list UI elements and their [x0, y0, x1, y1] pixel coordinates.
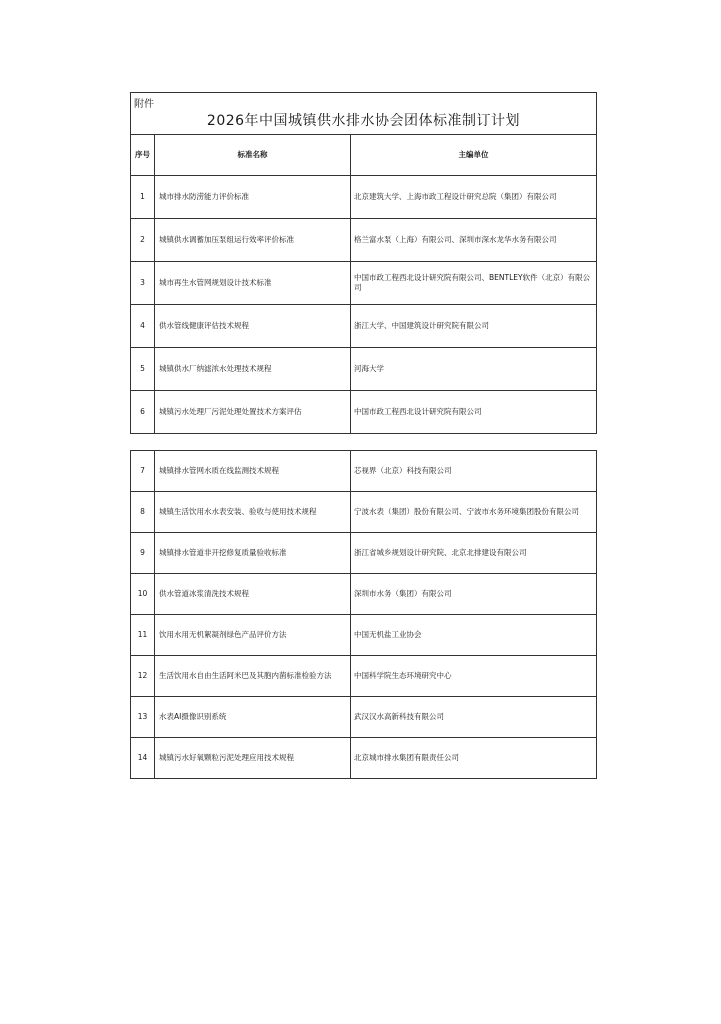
editor-org: 浙江大学、中国建筑设计研究院有限公司 [354, 321, 489, 330]
standard-name: 城市再生水管网规划设计技术标准 [155, 262, 351, 304]
editor-org: 中国无机盐工业协会 [354, 630, 422, 639]
table-row [131, 492, 596, 533]
document-header [131, 93, 596, 135]
standard-name: 饮用水用无机絮凝剂绿色产品评价方法 [155, 615, 351, 655]
standard-name: 城镇污水处理厂污泥处理处置技术方案评估 [155, 391, 351, 433]
table-row [131, 533, 596, 574]
standard-name: 供水管道冰浆清洗技术规程 [155, 574, 351, 614]
document-title: 2026年中国城镇供水排水协会团体标准制订计划 [206, 113, 521, 129]
editor-org: 宁波水表（集团）股份有限公司、宁波市水务环境集团股份有限公司 [354, 507, 579, 516]
table-row [131, 656, 596, 697]
standard-name: 城镇生活饮用水水表安装、验收与使用技术规程 [155, 492, 351, 532]
standards-table-part1 [130, 92, 597, 434]
table-row [131, 451, 596, 492]
standards-table-part2 [130, 450, 597, 779]
editor-org: 河海大学 [354, 364, 384, 373]
standard-name: 城镇排水管道非开挖修复质量验收标准 [155, 533, 351, 573]
editor-org: 中国市政工程西北设计研究院有限公司、BENTLEY软件（北京）有限公司 [354, 273, 591, 292]
standard-name: 城镇排水管网水质在线监测技术规程 [155, 451, 351, 491]
row-no: 8 [131, 492, 155, 532]
standard-name: 城镇供水厂纳滤浓水处理技术规程 [155, 348, 351, 390]
standard-name: 水表AI摄像识别系统 [155, 697, 351, 737]
row-no: 1 [131, 176, 155, 218]
column-header-no: 序号 [131, 135, 155, 175]
standard-name: 城镇污水好氧颗粒污泥处理应用技术规程 [155, 738, 351, 778]
table-row [131, 391, 596, 433]
table-row [131, 176, 596, 219]
row-no: 6 [131, 391, 155, 433]
row-no: 4 [131, 305, 155, 347]
editor-org: 中国市政工程西北设计研究院有限公司 [354, 407, 482, 416]
table-row [131, 738, 596, 778]
table-row [131, 615, 596, 656]
table-header-row [131, 135, 596, 176]
row-no: 10 [131, 574, 155, 614]
row-no: 11 [131, 615, 155, 655]
editor-org: 浙江省城乡规划设计研究院、北京北排建设有限公司 [354, 548, 527, 557]
table-row [131, 262, 596, 305]
standard-name: 城镇供水调蓄加压泵组运行效率评价标准 [155, 219, 351, 261]
table-row [131, 305, 596, 348]
editor-org: 格兰富水泵（上海）有限公司、深圳市深水龙华水务有限公司 [354, 235, 557, 244]
table-row [131, 348, 596, 391]
row-no: 13 [131, 697, 155, 737]
table-row [131, 574, 596, 615]
row-no: 5 [131, 348, 155, 390]
editor-org: 武汉汉水高新科技有限公司 [354, 712, 444, 721]
row-no: 3 [131, 262, 155, 304]
row-no: 2 [131, 219, 155, 261]
standard-name: 城市排水防涝能力评价标准 [155, 176, 351, 218]
table-row [131, 697, 596, 738]
editor-org: 中国科学院生态环境研究中心 [354, 671, 452, 680]
column-header-name: 标准名称 [155, 135, 351, 175]
attachment-label: 附件 [134, 99, 154, 110]
editor-org: 芯视界（北京）科技有限公司 [354, 466, 452, 475]
standard-name: 供水管线健康评估技术规程 [155, 305, 351, 347]
row-no: 14 [131, 738, 155, 778]
editor-org: 北京城市排水集团有限责任公司 [354, 753, 459, 762]
table-row [131, 219, 596, 262]
row-no: 9 [131, 533, 155, 573]
row-no: 12 [131, 656, 155, 696]
column-header-org: 主编单位 [458, 150, 489, 159]
editor-org: 北京建筑大学、上海市政工程设计研究总院（集团）有限公司 [354, 192, 557, 201]
row-no: 7 [131, 451, 155, 491]
standard-name: 生活饮用水自由生活阿米巴及其胞内菌标准检验方法 [155, 656, 351, 696]
editor-org: 深圳市水务（集团）有限公司 [354, 589, 452, 598]
